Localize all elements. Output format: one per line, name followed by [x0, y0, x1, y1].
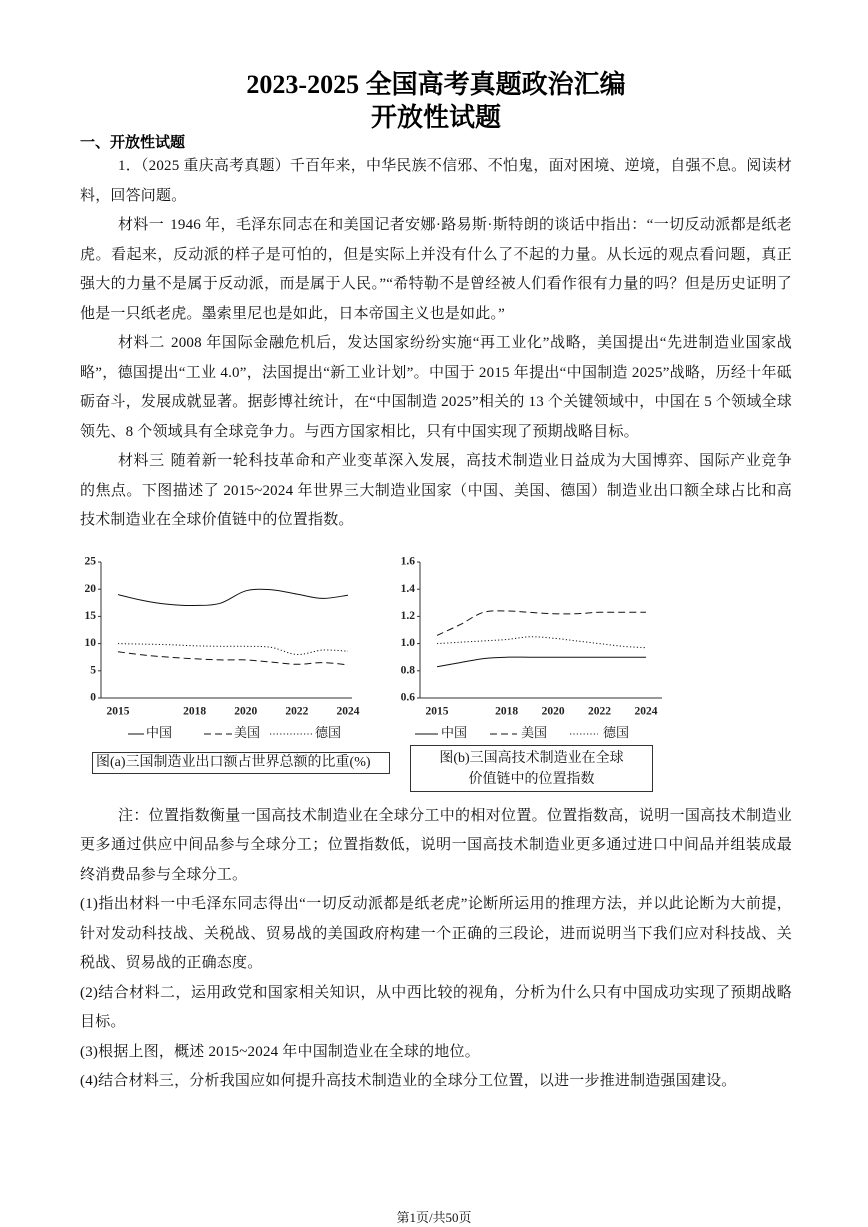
legend-label-1: 中国 [146, 724, 173, 740]
material-label: 材料三 [118, 453, 165, 469]
x-tick-label: 2018 [495, 705, 519, 718]
x-tick-label: 2015 [106, 705, 130, 718]
chart-b-value-chain-position-index [401, 555, 662, 739]
y-tick-label: 10 [84, 636, 96, 649]
y-tick-label: 0 [90, 691, 96, 704]
chart-a-caption [92, 752, 390, 774]
sub-question-4: (4)结合材料三，分析我国应如何提升高技术制造业的全球分工位置，以进一步推进制造强国建设。 [80, 1073, 737, 1089]
y-tick-label: 1.6 [400, 555, 415, 568]
chart-b-caption-line-2: 价值链中的位置指数 [468, 771, 595, 787]
page-number: 第1页/共50页 [396, 1210, 472, 1225]
question-intro: 1．（2025 重庆高考真题）千百年来，中华民族不信邪、不怕鬼，面对困境、逆境，自强不息。阅读材料，回答问题。 [80, 158, 792, 204]
sub-question-3: (3)根据上图，概述 2015~2024 年中国制造业在全球的地位。 [80, 1043, 480, 1060]
y-tick-label: 15 [84, 609, 96, 622]
material-label: 材料一 [118, 217, 165, 233]
chart-a-export-share [85, 555, 360, 739]
section-heading: 一、开放性试题 [80, 135, 186, 151]
charts-figure [0, 536, 868, 802]
chart-a-caption-text: 图(a)三国制造业出口额占世界总额的比重(%) [96, 754, 371, 770]
y-tick-label: 25 [84, 555, 96, 568]
legend-label-2: 美国 [234, 724, 261, 740]
x-tick-label: 2024 [336, 705, 360, 718]
legend-label-1: 中国 [441, 724, 468, 740]
y-tick-label: 0.8 [400, 663, 415, 676]
y-tick-label: 1.0 [400, 636, 415, 649]
series-line-1 [118, 589, 348, 605]
x-tick-label: 2015 [425, 705, 449, 718]
series-line-1 [437, 657, 646, 667]
chart-b-caption [410, 745, 653, 792]
document-title-line-2: 开放性试题 [370, 103, 501, 132]
material-label: 材料二 [118, 335, 166, 351]
y-tick-label: 0.6 [400, 691, 415, 704]
series-line-2 [437, 610, 646, 635]
document-title [80, 68, 792, 134]
y-tick-label: 1.4 [400, 582, 415, 595]
x-tick-label: 2020 [541, 705, 565, 718]
y-tick-label: 1.2 [400, 609, 415, 622]
x-tick-label: 2022 [285, 705, 309, 718]
x-tick-label: 2024 [634, 705, 658, 718]
material-1 [80, 211, 792, 329]
chart-b-caption-line-1: 图(b)三国高技术制造业在全球 [439, 750, 624, 766]
y-tick-label: 20 [84, 582, 96, 595]
series-line-2 [118, 651, 348, 664]
y-tick-label: 5 [90, 663, 96, 676]
sub-question-1: (1)指出材料一中毛泽东同志得出“一切反动派都是纸老虎”论断所运用的推理方法，并以此论断为大前提，针对发动科技战、关税战、贸易战的美国政府构建一个正确的三段论，进而说明当下我们应对科技战、关税战、贸易战的正确态度。 [80, 896, 792, 971]
material-text: 2008 年国际金融危机后，发达国家纷纷实施“再工业化”战略，美国提出“先进制造业国家战略”，德国提出“工业 4.0”，法国提出“新工业计划”。中国于 2015 年提出“中国制造 2025”战略，历经十年砥砺奋斗，发展成就显著。据彭博社统计，在“中国制造 2025”相关的 13 个关键领域中，中国在 5 个领域全球领先、8 个领域具有全球竞争力。与西方国家相比，只有中国实现了预期战略目标。 [80, 335, 792, 440]
series-line-3 [437, 636, 646, 647]
legend-label-3: 德国 [315, 724, 342, 740]
material-3 [80, 447, 792, 536]
material-2 [80, 329, 792, 447]
x-tick-label: 2018 [183, 705, 207, 718]
material-text: 随着新一轮科技革命和产业变革深入发展，高技术制造业日益成为大国博弈、国际产业竞争的焦点。下图描述了 2015~2024 年世界三大制造业国家（中国、美国、德国）制造业出口额全球占比和高技术制造业在全球价值链中的位置指数。 [80, 453, 792, 528]
chart-note: 注：位置指数衡量一国高技术制造业在全球分工中的相对位置。位置指数高，说明一国高技术制造业更多通过供应中间品参与全球分工；位置指数低，说明一国高技术制造业更多通过进口中间品并组装成最终消费品参与全球分工。 [80, 807, 792, 883]
material-text: 1946 年，毛泽东同志在和美国记者安娜·路易斯·斯特朗的谈话中指出：“一切反动派都是纸老虎。看起来，反动派的样子是可怕的，但是实际上并没有什么了不起的力量。从长远的观点看问题，真正强大的力量不是属于反动派，而是属于人民。”“希特勒不是曾经被人们看作很有力量的吗？但是历史证明了他是一只纸老虎。墨索里尼也是如此，日本帝国主义也是如此。” [80, 217, 793, 322]
legend-label-2: 美国 [521, 724, 548, 740]
sub-question-2: (2)结合材料二，运用政党和国家相关知识，从中西比较的视角，分析为什么只有中国成功实现了预期战略目标。 [80, 984, 792, 1030]
series-line-3 [118, 643, 348, 654]
x-tick-label: 2022 [588, 705, 612, 718]
x-tick-label: 2020 [234, 705, 258, 718]
page-content [80, 68, 792, 1097]
document-title-line-1: 2023-2025 全国高考真题政治汇编 [246, 70, 626, 99]
charts-layer [85, 555, 663, 739]
legend-label-3: 德国 [603, 724, 630, 740]
